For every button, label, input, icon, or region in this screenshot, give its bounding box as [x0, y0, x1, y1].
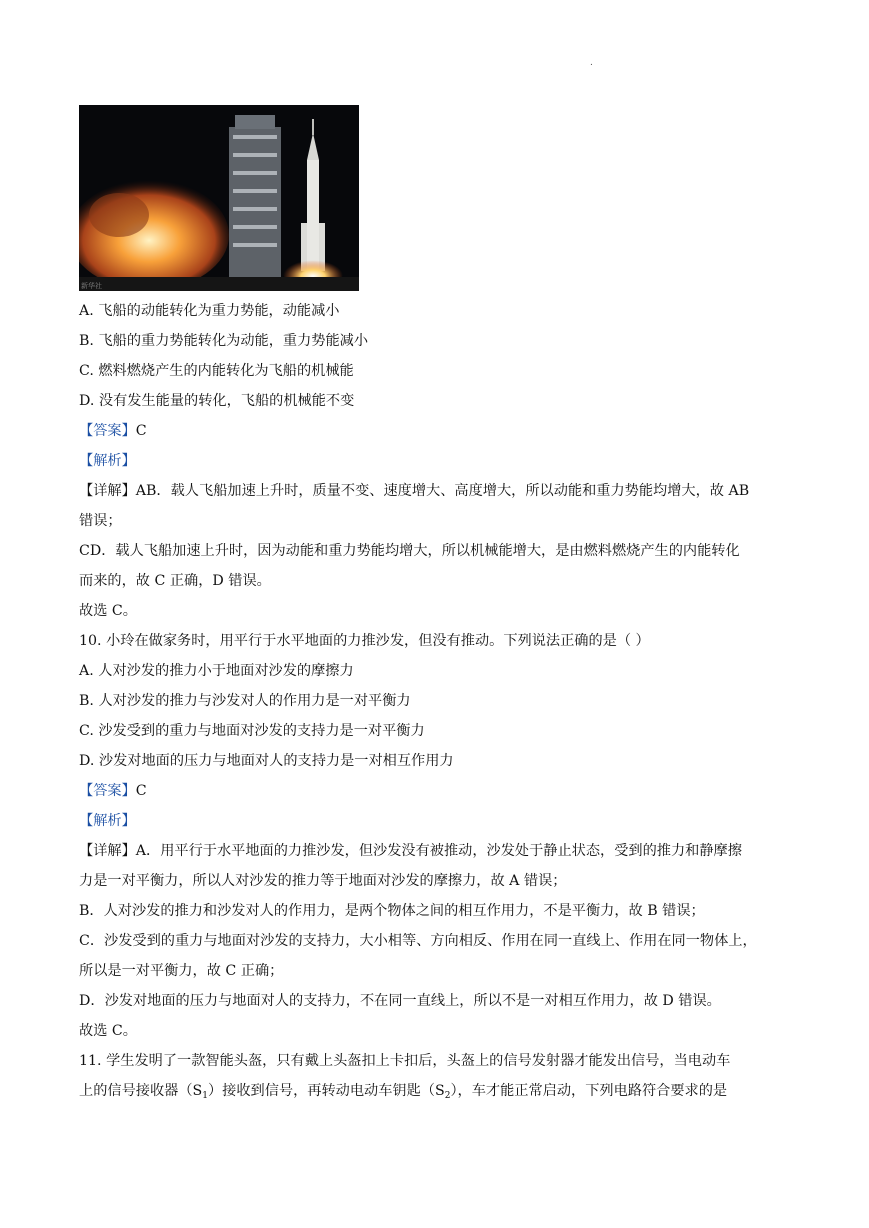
q9-detail-line-1 [79, 476, 794, 506]
q9-detail-line-2: 错误； [79, 513, 122, 529]
q10-stem: 10. 小玲在做家务时，用平行于水平地面的力推沙发，但没有推动。下列说法正确的是（ ） [79, 633, 650, 649]
analysis-tag: 【解析】 [79, 813, 136, 829]
subscript: 1 [202, 1091, 208, 1101]
q10-conclusion: 故选 C。 [79, 1023, 137, 1039]
rocket-launch-illustration [79, 105, 359, 291]
q9-detail-line-4: 而来的，故 C 正确，D 错误。 [79, 573, 271, 589]
subscript: 2 [444, 1091, 451, 1101]
document-body [79, 296, 794, 1106]
stem-part: 上的信号接收器（S [79, 1083, 203, 1099]
q10-detail-line-3: B．人对沙发的推力和沙发对人的作用力，是两个物体之间的相互作用力，不是平衡力，故 B 错误； [79, 903, 705, 919]
analysis-tag: 【解析】 [79, 453, 136, 469]
detail-text: AB．载人飞船加速上升时，质量不变、速度增大、高度增大，所以动能和重力势能均增大，故 AB [135, 483, 750, 499]
q11-stem-line-2 [79, 1076, 794, 1106]
q10-detail-line-1 [79, 836, 794, 866]
q9-option-d: D. 没有发生能量的转化，飞船的机械能不变 [79, 393, 355, 409]
answer-value: C [135, 783, 147, 799]
photo-watermark: 新华社 [81, 282, 102, 290]
q10-option-d: D. 沙发对地面的压力与地面对人的支持力是一对相互作用力 [79, 753, 454, 769]
page-header-mark: . [590, 58, 593, 68]
q9-detail-line-3: CD．载人飞船加速上升时，因为动能和重力势能均增大，所以机械能增大，是由燃料燃烧产生的内能转化 [79, 543, 740, 559]
q10-option-c: C. 沙发受到的重力与地面对沙发的支持力是一对平衡力 [79, 723, 425, 739]
answer-tag: 【答案】 [79, 423, 136, 439]
q10-analysis [79, 806, 794, 836]
detail-tag: 【详解】 [79, 483, 136, 499]
q9-answer [79, 416, 794, 446]
answer-tag: 【答案】 [79, 783, 136, 799]
detail-tag: 【详解】 [79, 843, 136, 859]
q9-conclusion: 故选 C。 [79, 603, 137, 619]
q9-option-c: C. 燃料燃烧产生的内能转化为飞船的机械能 [79, 363, 354, 379]
answer-value: C [135, 423, 147, 439]
q10-option-a: A. 人对沙发的推力小于地面对沙发的摩擦力 [79, 663, 354, 679]
q9-analysis [79, 446, 794, 476]
q11-stem-line-1: 11. 学生发明了一款智能头盔，只有戴上头盔扣上卡扣后，头盔上的信号发射器才能发出信号，当电动车 [79, 1053, 731, 1069]
stem-part: ），车才能正常启动，下列电路符合要求的是 [450, 1083, 728, 1099]
q10-detail-line-6: D．沙发对地面的压力与地面对人的支持力，不在同一直线上，所以不是一对相互作用力，故 D 错误。 [79, 993, 721, 1009]
q10-detail-line-5: 所以是一对平衡力，故 C 正确； [79, 963, 284, 979]
detail-text: A．用平行于水平地面的力推沙发，但沙发没有被推动，沙发处于静止状态，受到的推力和静摩擦 [135, 843, 742, 859]
rocket-launch-photo [79, 105, 359, 291]
q9-option-a: A. 飞船的动能转化为重力势能，动能减小 [79, 303, 340, 319]
q10-detail-line-4: C．沙发受到的重力与地面对沙发的支持力，大小相等、方向相反、作用在同一直线上、作用在同一物体上， [79, 933, 757, 949]
stem-part: ）接收到信号，再转动电动车钥匙（S [207, 1083, 445, 1099]
q10-answer [79, 776, 794, 806]
q9-option-b: B. 飞船的重力势能转化为动能，重力势能减小 [79, 333, 369, 349]
q10-option-b: B. 人对沙发的推力与沙发对人的作用力是一对平衡力 [79, 693, 411, 709]
q10-detail-line-2: 力是一对平衡力，所以人对沙发的推力等于地面对沙发的摩擦力，故 A 错误； [79, 873, 567, 889]
